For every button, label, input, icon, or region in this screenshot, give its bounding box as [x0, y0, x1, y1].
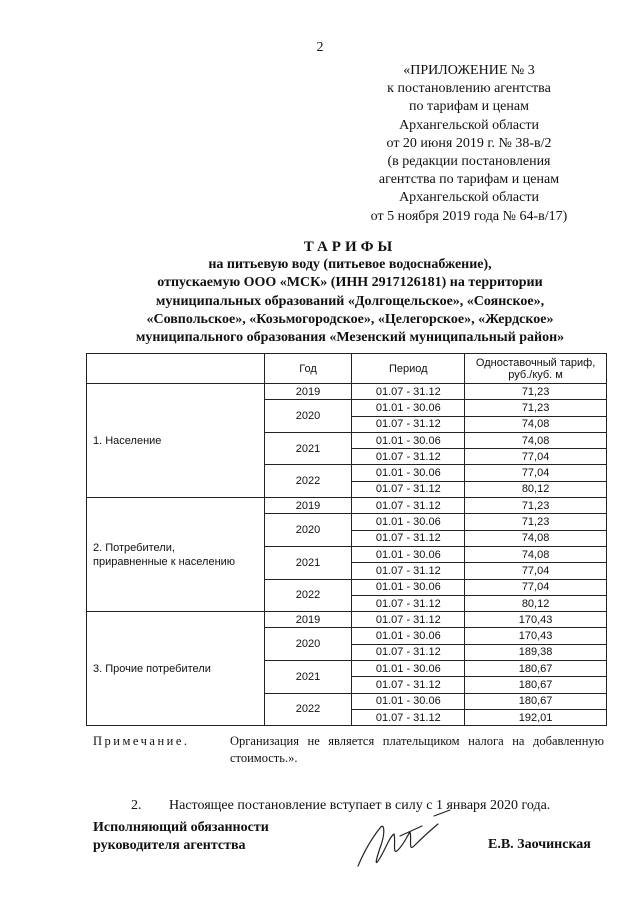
tariff-cell: 77,04 [465, 563, 607, 579]
period-cell: 01.07 - 31.12 [352, 595, 465, 611]
period-cell: 01.07 - 31.12 [352, 644, 465, 660]
header-tariff [465, 354, 607, 384]
category-cell [87, 498, 265, 612]
period-cell: 01.07 - 31.12 [352, 498, 465, 514]
period-cell: 01.07 - 31.12 [352, 416, 465, 432]
category-cell [87, 612, 265, 726]
tariff-cell: 192,01 [465, 709, 607, 725]
category-label: приравненные к населению [93, 555, 236, 568]
year-cell: 2022 [264, 693, 352, 726]
tariff-table [86, 353, 607, 726]
tariff-cell: 180,67 [465, 677, 607, 693]
title-line: отпускаемую ООО «МСК» (ИНН 2917126181) на территории [157, 275, 543, 291]
period-cell: 01.01 - 30.06 [352, 432, 465, 448]
tariff-cell: 74,08 [465, 546, 607, 562]
year-cell: 2021 [264, 661, 352, 694]
header-year: Год [264, 354, 352, 384]
tariff-cell: 71,23 [465, 384, 607, 400]
title-line: муниципального образования «Мезенский муниципальный район» [135, 330, 565, 346]
tariff-cell: 170,43 [465, 628, 607, 644]
year-cell: 2019 [264, 498, 352, 514]
period-cell: 01.07 - 31.12 [352, 449, 465, 465]
period-cell: 01.01 - 30.06 [352, 514, 465, 530]
clause-text: Настоящее постановление вступает в силу с 1 января 2020 года. [169, 798, 551, 813]
table-row [87, 612, 607, 628]
page-number: 2 [316, 40, 324, 55]
year-cell: 2022 [264, 465, 352, 498]
header-period: Период [352, 354, 465, 384]
category-label: 2. Потребители, [93, 541, 175, 554]
period-cell: 01.07 - 31.12 [352, 384, 465, 400]
period-cell: 01.01 - 30.06 [352, 400, 465, 416]
appendix-line: Архангельской области [399, 190, 539, 206]
title-line: на питьевую воду (питьевое водоснабжение), [208, 257, 492, 273]
tariff-cell: 74,08 [465, 432, 607, 448]
title-line: муниципальных образований «Долгощельское», «Соянское», [155, 293, 545, 309]
signatory-position [93, 819, 269, 855]
year-cell: 2019 [264, 612, 352, 628]
period-cell: 01.07 - 31.12 [352, 481, 465, 497]
header-category [87, 354, 265, 384]
year-cell: 2020 [264, 514, 352, 547]
period-cell: 01.07 - 31.12 [352, 709, 465, 725]
note-text: Организация не является плательщиком налога на добавленную стоимость.». [230, 734, 604, 765]
tariff-cell: 74,08 [465, 530, 607, 546]
period-cell: 01.01 - 30.06 [352, 465, 465, 481]
tariff-cell: 71,23 [465, 514, 607, 530]
category-label: 1. Население [93, 434, 162, 447]
appendix-line: (в редакции постановления [387, 154, 551, 170]
appendix-line: от 20 июня 2019 г. № 38-в/2 [386, 135, 552, 151]
year-cell: 2022 [264, 579, 352, 612]
category-cell [87, 384, 265, 498]
table-body [87, 384, 607, 726]
appendix-line: «ПРИЛОЖЕНИЕ № 3 [403, 63, 535, 78]
appendix-line: по тарифам и ценам [409, 99, 529, 115]
signatory-position-line: Исполняющий обязанности [93, 820, 269, 835]
appendix-line: Архангельской области [399, 117, 539, 133]
tariff-cell: 71,23 [465, 498, 607, 514]
table-row [87, 384, 607, 400]
tariff-cell: 80,12 [465, 481, 607, 497]
tariff-cell: 71,23 [465, 400, 607, 416]
note-label: Примечание. [93, 734, 190, 748]
appendix-header [340, 62, 598, 226]
tariff-cell: 189,38 [465, 644, 607, 660]
tariff-cell: 74,08 [465, 416, 607, 432]
tariff-cell: 77,04 [465, 465, 607, 481]
year-cell: 2019 [264, 384, 352, 400]
appendix-line: агентства по тарифам и ценам [378, 172, 560, 188]
table-row [87, 498, 607, 514]
title-line: «Совпольское», «Козьмогородское», «Целегорское», «Жердское» [146, 311, 554, 327]
appendix-line: от 5 ноября 2019 года № 64-в/17) [370, 208, 568, 224]
tariff-cell: 77,04 [465, 449, 607, 465]
tariff-cell: 77,04 [465, 579, 607, 595]
period-cell: 01.01 - 30.06 [352, 693, 465, 709]
signatory-position-line: руководителя агентства [93, 838, 246, 853]
period-cell: 01.07 - 31.12 [352, 530, 465, 546]
period-cell: 01.01 - 30.06 [352, 628, 465, 644]
signatory-name: Е.В. Заочинская [488, 837, 591, 852]
header-tariff-line: Одноставочный тариф, [475, 356, 596, 369]
tariff-cell: 80,12 [465, 595, 607, 611]
category-label: 3. Прочие потребители [93, 662, 211, 675]
period-cell: 01.07 - 31.12 [352, 563, 465, 579]
period-cell: 01.01 - 30.06 [352, 546, 465, 562]
table-header-row [87, 354, 607, 384]
handwritten-signature [350, 808, 460, 878]
document-title [80, 238, 620, 347]
clause-number: 2. [131, 798, 142, 813]
year-cell: 2021 [264, 546, 352, 579]
title-main: ТАРИФЫ [303, 239, 397, 255]
tariff-cell: 180,67 [465, 693, 607, 709]
period-cell: 01.07 - 31.12 [352, 612, 465, 628]
period-cell: 01.07 - 31.12 [352, 677, 465, 693]
year-cell: 2020 [264, 400, 352, 433]
tariff-cell: 170,43 [465, 612, 607, 628]
year-cell: 2020 [264, 628, 352, 661]
period-cell: 01.01 - 30.06 [352, 661, 465, 677]
header-tariff-line: руб./куб. м [508, 368, 563, 381]
appendix-line: к постановлению агентства [387, 81, 551, 97]
period-cell: 01.01 - 30.06 [352, 579, 465, 595]
tariff-cell: 180,67 [465, 661, 607, 677]
year-cell: 2021 [264, 432, 352, 465]
